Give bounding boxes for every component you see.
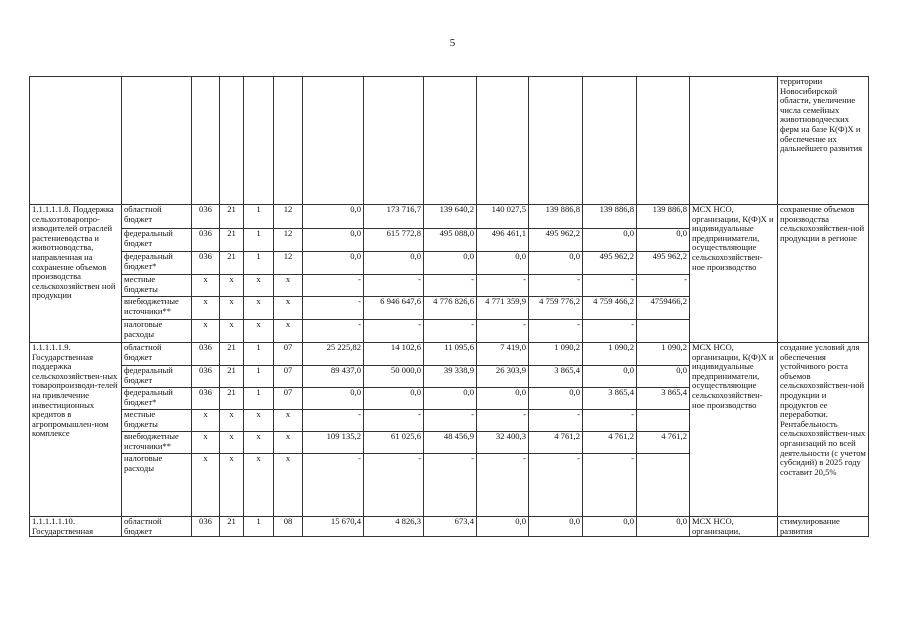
amount-cell: 11 095,6 [424,343,477,366]
amount-cell: 139 886,8 [583,205,637,229]
code-cs: х [274,454,303,517]
code-rz: 21 [220,252,244,275]
code-cs: 12 [274,229,303,252]
amount-cell: - [583,275,637,297]
amount-cell: 1 090,2 [637,343,690,366]
amount-cell: 4 761,2 [529,432,583,454]
amount-cell: 7 419,0 [477,343,529,366]
code-grbs: 036 [192,205,220,229]
code-rz: 21 [220,205,244,229]
funding-source: областной бюджет [122,343,192,366]
amount-cell: 6 946 647,6 [364,297,424,320]
code-rz: х [220,410,244,432]
amount-cell: 173 716,7 [364,205,424,229]
amount-cell: 0,0 [477,388,529,410]
funding-source: федеральный бюджет* [122,252,192,275]
amount-cell: - [303,410,364,432]
code-pr: х [244,454,274,517]
code-rz: х [220,432,244,454]
result-cell: сохранение объемов производства сельскохозяйствен-ной продукции в регионе [778,205,869,343]
amount-cell: - [583,454,637,517]
amount-cell: 50 000,0 [364,366,424,388]
amount-cell: - [529,454,583,517]
code-grbs: 036 [192,517,220,537]
code-rz: 21 [220,517,244,537]
code-grbs: х [192,297,220,320]
amount-cell: - [303,297,364,320]
code-grbs: х [192,454,220,517]
amount-cell: 26 303,9 [477,366,529,388]
code-pr: 1 [244,366,274,388]
code-pr: х [244,410,274,432]
amount-cell: 32 400,3 [477,432,529,454]
amount-cell [637,320,690,343]
amount-cell: 89 437,0 [303,366,364,388]
amount-cell: 48 456,9 [424,432,477,454]
amount-cell: 25 225,82 [303,343,364,366]
code-grbs: х [192,320,220,343]
code-grbs: 036 [192,343,220,366]
code-rz: 21 [220,366,244,388]
amount-cell: 4 761,2 [637,432,690,454]
result-cell: создание условий для обеспечения устойчивого роста объемов сельскохозяйствен-ной продукции и продуктов ее переработки. Рентабельность сельскохозяйствен-ных организаций по всей деятельности (с учетом субсидий) в 2025 году составит 20,5% [778,343,869,517]
amount-cell: - [424,454,477,517]
expected-result-cell: территории Новосибирской области, увеличение числа семейных животноводческих ферм на базе К(Ф)Х и обеспечение их дальнейшего развития [778,77,869,205]
code-pr: 1 [244,252,274,275]
amount-cell: - [303,454,364,517]
amount-cell: 0,0 [424,252,477,275]
code-grbs: х [192,410,220,432]
amount-cell: 139 640,2 [424,205,477,229]
amount-cell: - [529,410,583,432]
funding-source: федеральный бюджет* [122,388,192,410]
activity-title: 1.1.1.1.1.10. Государственная [30,517,122,537]
amount-cell: 0,0 [303,388,364,410]
funding-row [30,517,869,537]
amount-cell: 15 670,4 [303,517,364,537]
funding-source: внебюджетные источники** [122,297,192,320]
funding-source: налоговые расходы [122,454,192,517]
code-pr: 1 [244,517,274,537]
amount-cell: 0,0 [583,366,637,388]
amount-cell: 4 759 776,2 [529,297,583,320]
amount-cell: 0,0 [583,517,637,537]
amount-cell: - [364,410,424,432]
amount-cell [637,454,690,517]
amount-cell: 0,0 [303,205,364,229]
amount-cell: 139 886,8 [529,205,583,229]
amount-cell: - [583,410,637,432]
funding-source: областной бюджет [122,205,192,229]
amount-cell: 109 135,2 [303,432,364,454]
funding-source: налоговые расходы [122,320,192,343]
code-cs: 07 [274,343,303,366]
amount-cell: 495 962,2 [529,229,583,252]
amount-cell: - [303,275,364,297]
code-pr: 1 [244,388,274,410]
code-grbs: х [192,432,220,454]
code-pr: х [244,275,274,297]
amount-cell: 496 461,1 [477,229,529,252]
code-cs: 08 [274,517,303,537]
amount-cell: - [303,320,364,343]
code-grbs: 036 [192,366,220,388]
amount-cell: 0,0 [477,517,529,537]
amount-cell: 4 826,3 [364,517,424,537]
amount-cell: 4 759 466,2 [583,297,637,320]
amount-cell: - [477,410,529,432]
code-rz: 21 [220,343,244,366]
funding-source: местные бюджеты [122,410,192,432]
page-number: 5 [449,37,456,49]
amount-cell: 0,0 [303,229,364,252]
amount-cell: 0,0 [364,252,424,275]
code-cs: 12 [274,205,303,229]
amount-cell: 3 865,4 [583,388,637,410]
amount-cell: 0,0 [637,229,690,252]
amount-cell: 0,0 [424,388,477,410]
code-rz: 21 [220,388,244,410]
amount-cell: 3 865,4 [637,388,690,410]
funding-row [30,205,869,229]
code-pr: х [244,297,274,320]
amount-cell: 1 090,2 [529,343,583,366]
code-grbs: х [192,275,220,297]
amount-cell: 0,0 [583,229,637,252]
amount-cell: 139 886,8 [637,205,690,229]
amount-cell: - [364,320,424,343]
code-pr: х [244,432,274,454]
amount-cell: - [424,275,477,297]
amount-cell: 4 771 359,9 [477,297,529,320]
program-table [29,76,869,537]
code-cs: х [274,410,303,432]
funding-source: федеральный бюджет [122,229,192,252]
amount-cell: - [583,320,637,343]
funding-source: внебюджетные источники** [122,432,192,454]
amount-cell: 673,4 [424,517,477,537]
executor-cell: МСХ НСО, организации, [690,517,778,537]
code-cs: 07 [274,366,303,388]
code-pr: 1 [244,229,274,252]
amount-cell: - [477,454,529,517]
code-pr: х [244,320,274,343]
code-rz: 21 [220,229,244,252]
amount-cell: - [637,275,690,297]
code-rz: х [220,454,244,517]
amount-cell: - [477,275,529,297]
code-rz: х [220,297,244,320]
funding-source: областной бюджет [122,517,192,537]
amount-cell: 61 025,6 [364,432,424,454]
amount-cell: 0,0 [529,388,583,410]
amount-cell: 140 027,5 [477,205,529,229]
amount-cell: 0,0 [529,252,583,275]
amount-cell: 495 962,2 [637,252,690,275]
continuation-row [30,77,869,205]
amount-cell: 495 088,0 [424,229,477,252]
amount-cell: - [529,320,583,343]
amount-cell: 0,0 [637,366,690,388]
code-cs: х [274,297,303,320]
executor-cell: МСХ НСО, организации, К(Ф)Х и индивидуальные предприниматели, осуществляющие сельскохозяйствен-ное производство [690,205,778,343]
code-rz: х [220,275,244,297]
amount-cell: - [424,410,477,432]
code-pr: 1 [244,343,274,366]
amount-cell: 1 090,2 [583,343,637,366]
result-cell: стимулирование развития [778,517,869,537]
amount-cell: - [364,454,424,517]
amount-cell: - [529,275,583,297]
funding-row [30,343,869,366]
amount-cell: 3 865,4 [529,366,583,388]
amount-cell: 0,0 [529,517,583,537]
amount-cell: - [477,320,529,343]
code-pr: 1 [244,205,274,229]
code-rz: х [220,320,244,343]
amount-cell: 615 772,8 [364,229,424,252]
code-grbs: 036 [192,252,220,275]
amount-cell: 4 761,2 [583,432,637,454]
code-cs: х [274,320,303,343]
amount-cell: 4759466,2 [637,297,690,320]
code-cs: 07 [274,388,303,410]
amount-cell: 0,0 [637,517,690,537]
amount-cell: 0,0 [364,388,424,410]
funding-source: федеральный бюджет [122,366,192,388]
code-cs: 12 [274,252,303,275]
code-cs: х [274,432,303,454]
amount-cell [637,410,690,432]
funding-source: местные бюджеты [122,275,192,297]
amount-cell: - [424,320,477,343]
amount-cell: 495 962,2 [583,252,637,275]
activity-title: 1.1.1.1.1.9. Государственная поддержка сельскохозяйствен-ных товаропроизводи-телей на привлечение инвестиционных кредитов в агропромышлен-ном комплексе [30,343,122,517]
amount-cell: 14 102,6 [364,343,424,366]
code-grbs: 036 [192,388,220,410]
code-cs: х [274,275,303,297]
amount-cell: 0,0 [477,252,529,275]
amount-cell: 4 776 826,6 [424,297,477,320]
code-grbs: 036 [192,229,220,252]
amount-cell: - [364,275,424,297]
activity-title: 1.1.1.1.1.8. Поддержка сельхозтоваропро-изводителей отраслей растениеводства и животноводства, направленная на сохранение объемов производства сельскохозяйствен ной продукции [30,205,122,343]
amount-cell: 0,0 [303,252,364,275]
amount-cell: 39 338,9 [424,366,477,388]
executor-cell: МСХ НСО, организации, К(Ф)Х и индивидуальные предприниматели, осуществляющие сельскохозяйствен-ное производство [690,343,778,517]
